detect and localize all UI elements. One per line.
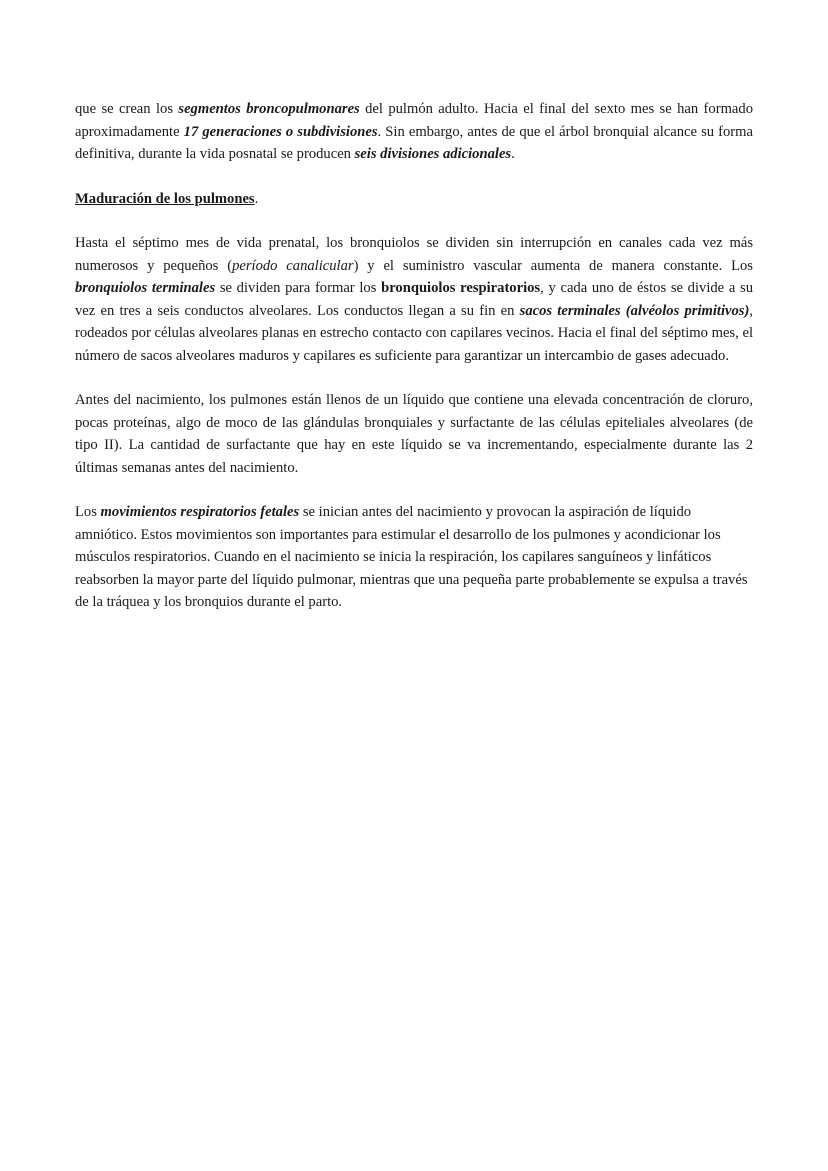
text-run: Hasta el séptimo mes de vida prenatal, los bronquiolos se dividen sin interrupción en canales cada vez más numerosos y pequeños (	[75, 235, 753, 274]
emphasis-sacos-terminales: sacos terminales (alvéolos primitivos)	[519, 302, 750, 319]
text-run: ) y el suministro vascular aumenta de manera constante. Los	[353, 257, 753, 274]
section-heading	[75, 188, 753, 211]
text-run: .	[511, 146, 515, 162]
text-run: Los	[75, 504, 101, 520]
text-run: se inician antes del nacimiento y provocan la aspiración de líquido amniótico. Estos movimientos son importantes para estimular el desarrollo de los pulmones y acondicionar los músculos respiratorios. Cuando en el nacimiento se inicia la respiración, los capilares sanguíneos y linfáticos reabsorben la mayor parte del líquido pulmonar, mientras que una pequeña parte probablemente se expulsa a través de la tráquea y los bronquios durante el parto.	[75, 504, 748, 610]
emphasis-bronquiolos-terminales: bronquiolos terminales	[75, 280, 216, 296]
emphasis-seis-divisiones: seis divisiones adicionales	[354, 146, 512, 162]
text-run: . Sin embargo, antes de que el árbol bronquial alcance su forma definitiva, durante la vida posnatal se producen	[75, 123, 753, 162]
text-run: que se crean los	[75, 101, 179, 117]
text-run: , rodeados por células alveolares planas en estrecho contacto con capilares vecinos. Hacia el final del séptimo mes, el número de sacos alveolares maduros y capilares es suficiente para garantizar un intercambio de gases adecuado.	[75, 302, 753, 364]
section-heading-text: Maduración de los pulmones	[75, 190, 255, 207]
document-body	[75, 98, 753, 614]
paragraph-fetal-breathing	[75, 501, 753, 614]
emphasis-movimientos-respiratorios: movimientos respiratorios fetales	[100, 504, 300, 520]
text-run: del pulmón adulto. Hacia el final del sexto mes se han formado aproximadamente	[75, 101, 753, 140]
emphasis-bronquiolos-respiratorios: bronquiolos respiratorios	[381, 280, 541, 296]
paragraph-bronchial-generations	[75, 98, 753, 166]
section-heading-period: .	[254, 190, 259, 207]
paragraph-fetal-lung-fluid	[75, 389, 753, 479]
emphasis-segmentos-broncopulmonares: segmentos broncopulmonares	[178, 101, 360, 117]
text-run: Antes del nacimiento, los pulmones están llenos de un líquido que contiene una elevada concentración de cloruro, pocas proteínas, algo de moco de las glándulas bronquiales y surfactante de las células epiteliales alveolares (de tipo II). La cantidad de surfactante que hay en este líquido se va incrementando, especialmente durante las 2 últimas semanas antes del nacimiento.	[75, 392, 753, 476]
emphasis-periodo-canalicular: período canalicular	[232, 257, 354, 274]
emphasis-17-generaciones: 17 generaciones o subdivisiones	[183, 123, 378, 140]
paragraph-lung-maturation	[75, 232, 753, 367]
text-run: , y cada uno de éstos se divide a su vez en tres a seis conductos alveolares. Los conductos llegan a su fin en	[75, 280, 753, 319]
text-run: se dividen para formar los	[215, 280, 382, 296]
